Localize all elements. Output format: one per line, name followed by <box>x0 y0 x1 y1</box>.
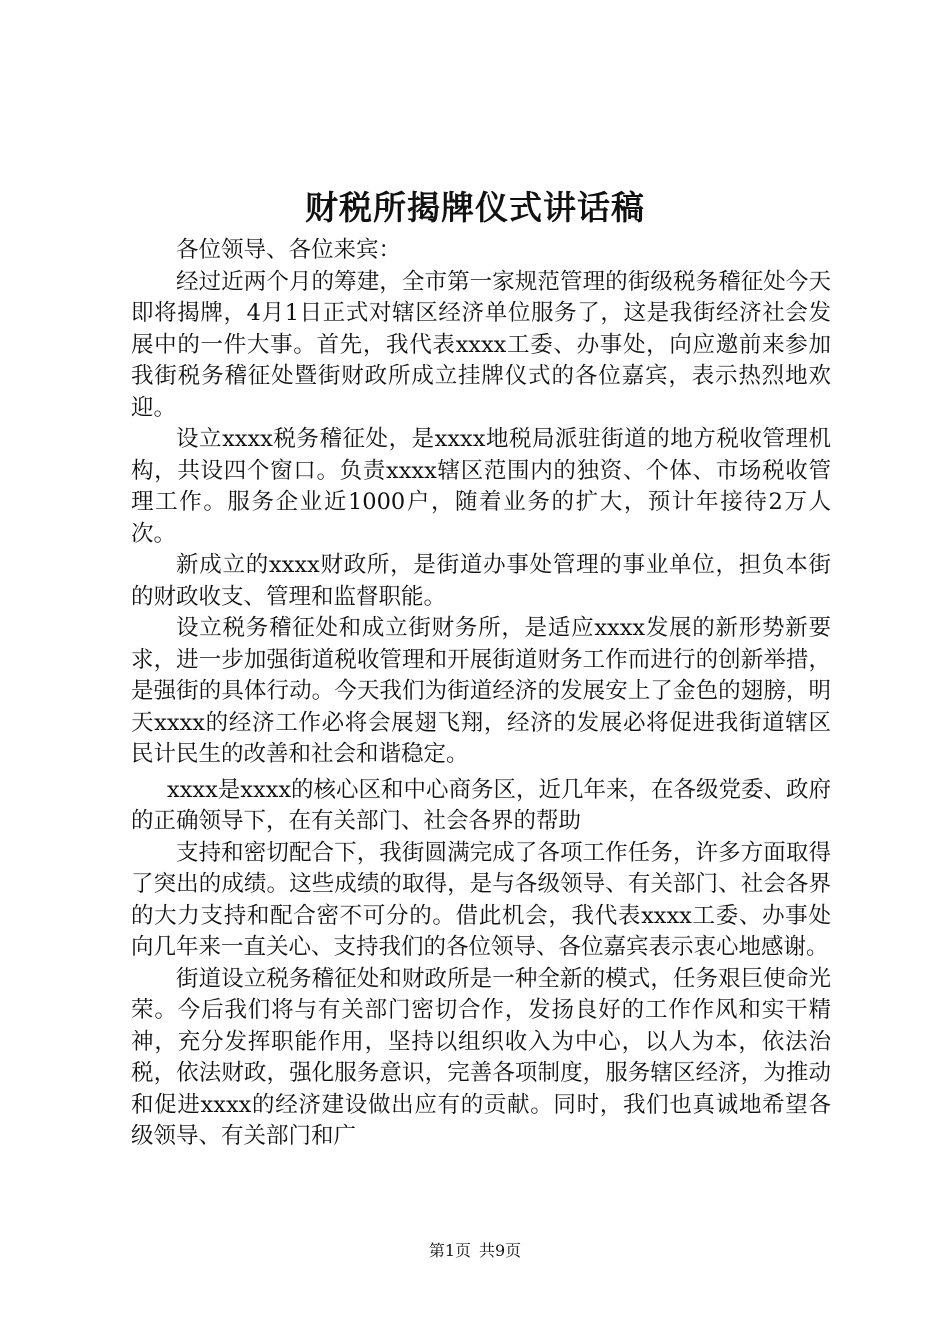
document-body <box>131 235 831 1153</box>
page-total: 共9页 <box>479 1241 522 1260</box>
body-paragraph: xxxx是xxxx的核心区和中心商务区，近几年来，在各级党委、政府的正确领导下，在有关部门、社会各界的帮助 <box>131 776 832 834</box>
body-paragraph: 支持和密切配合下，我街圆满完成了各项工作任务，许多方面取得了突出的成绩。这些成绩的取得，是与各级领导、有关部门、社会各界的大力支持和配合密不可分的。借此机会，我代表xxxx工委、办事处向几年来一直关心、支持我们的各位领导、各位嘉宾表示衷心地感谢。 <box>131 839 831 960</box>
page-footer <box>0 1240 950 1262</box>
page-number: 第1页 <box>428 1241 471 1260</box>
body-paragraph: 经过近两个月的筹建，全市第一家规范管理的街级税务稽征处今天即将揭牌，4月1日正式对辖区经济单位服务了，这是我街经济社会发展中的一件大事。首先，我代表xxxx工委、办事处，向应邀前来参加我街税务稽征处暨街财政所成立挂牌仪式的各位嘉宾，表示热烈地欢迎。 <box>131 268 831 421</box>
salutation-paragraph: 各位领导、各位来宾： <box>176 237 402 263</box>
body-paragraph: 设立xxxx税务稽征处，是xxxx地税局派驻街道的地方税收管理机构，共设四个窗口。负责xxxx辖区范围内的独资、个体、市场税收管理工作。服务企业近1000户，随着业务的扩大，预计年接待2万人次。 <box>131 426 831 547</box>
body-paragraph: 设立税务稽征处和成立街财务所，是适应xxxx发展的新形势新要求，进一步加强街道税收管理和开展街道财务工作而进行的创新举措，是强街的具体行动。今天我们为街道经济的发展安上了金色的翅膀，明天xxxx的经济工作必将会展翅飞翔，经济的发展必将促进我街道辖区民计民生的改善和社会和谐稳定。 <box>131 615 831 767</box>
document-title: 财税所揭牌仪式讲话稿 <box>305 188 645 227</box>
body-paragraph: 新成立的xxxx财政所，是街道办事处管理的事业单位，担负本街的财政收支、管理和监督职能。 <box>131 552 831 610</box>
body-paragraph: 街道设立税务稽征处和财政所是一种全新的模式，任务艰巨使命光荣。今后我们将与有关部门密切合作，发扬良好的工作作风和实干精神，充分发挥职能作用，坚持以组织收入为中心，以人为本，依法治税，依法财政，强化服务意识，完善各项制度，服务辖区经济，为推动和促进xxxx的经济建设做出应有的贡献。同时，我们也真诚地希望各级领导、有关部门和广 <box>131 965 831 1149</box>
